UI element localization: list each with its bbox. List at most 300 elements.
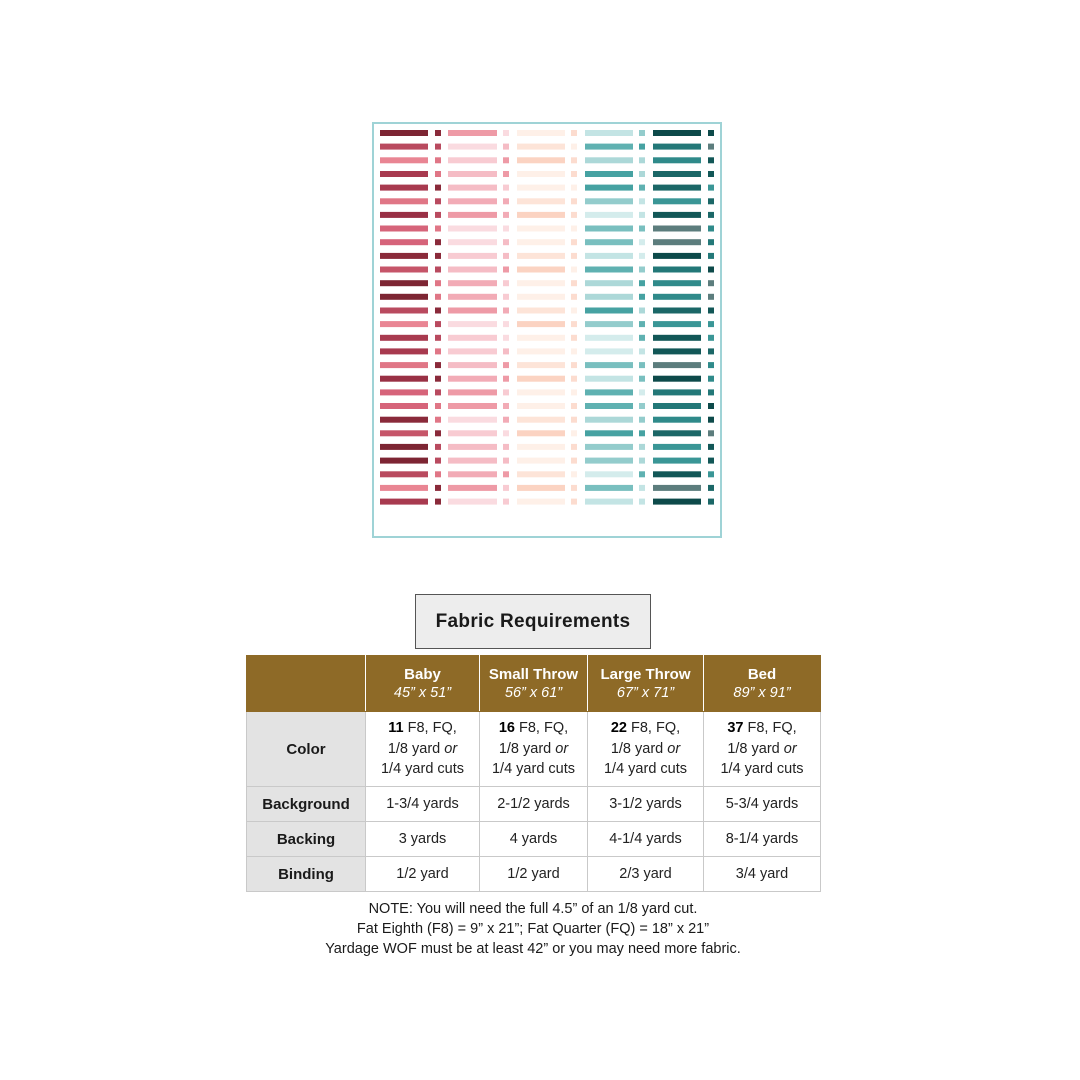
quilt-strip [517,444,565,450]
quilt-strip [448,444,497,450]
quilt-strip [448,430,497,436]
color-or: or [444,740,458,757]
quilt-square [503,144,509,150]
quilt-square [571,226,577,232]
quilt-strip [448,253,497,259]
color-or: or [555,740,569,757]
quilt-strip [380,294,428,300]
quilt-strip [448,376,497,382]
quilt-strip [380,376,428,382]
quilt-strip [517,362,565,368]
quilt-square [571,458,577,464]
color-count: 37 [727,720,744,737]
quilt-strip [585,362,633,368]
quilt-strip [517,294,565,300]
quilt-square [639,335,645,341]
quilt-strip [448,417,497,423]
quilt-strip [380,198,428,204]
quilt-strip [585,280,633,286]
quilt-strip [653,130,701,136]
quilt-strip [653,198,701,204]
quilt-strip [448,130,497,136]
quilt-strip [517,226,565,232]
quilt-square [639,253,645,259]
quilt-strips-graphic [374,124,720,536]
quilt-square [435,226,441,232]
header-empty-cell [247,656,366,712]
quilt-strip [585,348,633,354]
quilt-strip [380,485,428,491]
quilt-strip [585,157,633,163]
quilt-strip [585,267,633,273]
table-cell: 1-3/4 yards [366,787,480,822]
quilt-square [708,348,714,354]
quilt-strip [448,348,497,354]
quilt-square [639,471,645,477]
quilt-square [571,389,577,395]
quilt-strip [380,362,428,368]
color-line3: 1/4 yard cuts [603,761,687,778]
quilt-strip [653,376,701,382]
quilt-strip [517,499,565,505]
quilt-strip [585,430,633,436]
quilt-square [435,198,441,204]
quilt-square [435,308,441,314]
quilt-square [639,144,645,150]
table-row-color [247,712,821,787]
quilt-square [708,389,714,395]
quilt-square [503,403,509,409]
quilt-strip [448,198,497,204]
quilt-square [708,253,714,259]
quilt-strip [380,403,428,409]
quilt-square [571,239,577,245]
quilt-strip [380,212,428,218]
quilt-strip [380,185,428,191]
quilt-square [571,499,577,505]
quilt-strip [585,458,633,464]
quilt-square [435,389,441,395]
color-count: 22 [610,720,627,737]
quilt-strip [517,458,565,464]
quilt-strip [517,198,565,204]
quilt-square [435,212,441,218]
quilt-strip [448,389,497,395]
quilt-square [639,185,645,191]
quilt-square [708,362,714,368]
quilt-square [503,226,509,232]
quilt-square [503,362,509,368]
quilt-strip [517,335,565,341]
quilt-strip [653,226,701,232]
quilt-square [435,403,441,409]
color-cell-small-throw [480,712,588,787]
quilt-strip [653,185,701,191]
size-name: Bed [747,665,777,683]
quilt-strip [585,185,633,191]
quilt-square [571,267,577,273]
quilt-square [639,308,645,314]
quilt-square [503,444,509,450]
quilt-square [503,294,509,300]
quilt-square [503,130,509,136]
quilt-square [571,362,577,368]
quilt-strip [448,239,497,245]
row-label-binding: Binding [247,857,366,892]
quilt-square [708,499,714,505]
quilt-square [639,348,645,354]
quilt-square [435,499,441,505]
quilt-square [571,376,577,382]
quilt-strip [517,308,565,314]
quilt-strip [517,157,565,163]
quilt-strip [653,212,701,218]
quilt-square [639,226,645,232]
quilt-strip [653,239,701,245]
quilt-strip [517,185,565,191]
quilt-square [639,485,645,491]
quilt-square [503,335,509,341]
quilt-strip [448,280,497,286]
quilt-square [435,471,441,477]
quilt-square [708,294,714,300]
quilt-square [503,280,509,286]
quilt-square [571,294,577,300]
header-size-bed [704,656,821,712]
quilt-strip [448,267,497,273]
quilt-strip [653,403,701,409]
quilt-strip [653,430,701,436]
quilt-square [571,471,577,477]
quilt-square [503,389,509,395]
size-dimensions: 89” x 91” [733,684,791,701]
quilt-strip [448,226,497,232]
quilt-square [571,212,577,218]
quilt-square [435,280,441,286]
quilt-square [503,185,509,191]
quilt-square [708,185,714,191]
quilt-strip [380,253,428,259]
color-count: 11 [388,720,404,737]
quilt-strip [585,212,633,218]
quilt-strip [653,321,701,327]
quilt-square [639,430,645,436]
quilt-square [708,308,714,314]
note-line: NOTE: You will need the full 4.5” of an 1/8 yard cut. [368,901,698,917]
quilt-square [708,198,714,204]
quilt-square [708,321,714,327]
quilt-square [708,157,714,163]
quilt-square [435,130,441,136]
note-line: Fat Eighth (F8) = 9” x 21”; Fat Quarter (FQ) = 18” x 21” [356,921,710,937]
quilt-strip [517,376,565,382]
quilt-square [708,430,714,436]
quilt-strip [653,157,701,163]
quilt-square [571,185,577,191]
quilt-square [708,444,714,450]
quilt-strip [585,171,633,177]
quilt-strip [380,130,428,136]
color-cell-baby [366,712,480,787]
size-name: Small Throw [488,665,579,683]
color-cell-bed [704,712,821,787]
table-cell: 4 yards [480,822,588,857]
quilt-strip [585,239,633,245]
quilt-strip [517,253,565,259]
quilt-strip [653,471,701,477]
quilt-strip [380,389,428,395]
quilt-square [571,444,577,450]
quilt-strip [517,417,565,423]
color-line2: 1/8 yard [387,740,445,757]
note-line: Yardage WOF must be at least 42” or you may need more fabric. [325,941,741,957]
quilt-square [435,362,441,368]
quilt-square [435,376,441,382]
quilt-strip [380,226,428,232]
quilt-strip [380,430,428,436]
quilt-square [639,376,645,382]
quilt-strip [380,444,428,450]
color-line1: F8, FQ, [514,720,569,737]
quilt-strip [585,403,633,409]
quilt-square [571,280,577,286]
size-name: Baby [404,665,441,683]
quilt-square [708,471,714,477]
quilt-square [639,130,645,136]
quilt-square [571,144,577,150]
quilt-strip [448,471,497,477]
quilt-strip [585,485,633,491]
table-cell: 8-1/4 yards [704,822,821,857]
quilt-strip [517,389,565,395]
table-cell: 5-3/4 yards [704,787,821,822]
notes-block [246,899,820,959]
color-or: or [783,740,797,757]
quilt-strip [517,144,565,150]
quilt-strip [448,157,497,163]
quilt-square [571,130,577,136]
quilt-square [571,308,577,314]
quilt-strip [380,417,428,423]
table-cell: 3 yards [366,822,480,857]
quilt-strip [448,321,497,327]
quilt-square [571,157,577,163]
table-cell: 3/4 yard [704,857,821,892]
quilt-square [639,444,645,450]
quilt-strip [380,171,428,177]
quilt-square [639,499,645,505]
quilt-strip [585,389,633,395]
quilt-square [571,253,577,259]
color-count: 16 [498,720,515,737]
row-label-backing: Backing [247,822,366,857]
quilt-square [503,348,509,354]
color-cell-large-throw [588,712,704,787]
quilt-strip [653,280,701,286]
quilt-strip [448,185,497,191]
quilt-strip [517,212,565,218]
quilt-square [639,280,645,286]
quilt-square [708,144,714,150]
quilt-strip [653,417,701,423]
quilt-strip [653,362,701,368]
quilt-square [708,335,714,341]
quilt-square [435,157,441,163]
quilt-square [503,157,509,163]
size-dimensions: 67” x 71” [616,684,675,701]
quilt-square [435,267,441,273]
quilt-strip [653,389,701,395]
quilt-square [571,198,577,204]
quilt-square [639,458,645,464]
quilt-square [708,212,714,218]
quilt-strip [380,157,428,163]
quilt-square [503,499,509,505]
quilt-strip [380,348,428,354]
quilt-square [708,267,714,273]
quilt-square [503,458,509,464]
quilt-strip [653,144,701,150]
quilt-strip [653,485,701,491]
quilt-strip [653,458,701,464]
quilt-strip [448,458,497,464]
color-line3: 1/4 yard cuts [380,761,464,778]
color-line3: 1/4 yard cuts [720,761,804,778]
quilt-square [639,417,645,423]
quilt-square [503,471,509,477]
quilt-square [708,403,714,409]
quilt-strip [653,253,701,259]
quilt-square [503,417,509,423]
size-name: Large Throw [600,665,691,683]
quilt-square [571,417,577,423]
quilt-strip [517,267,565,273]
quilt-strip [585,321,633,327]
quilt-square [639,362,645,368]
quilt-strip [448,403,497,409]
fabric-requirements-table [246,655,821,892]
quilt-strip [380,267,428,273]
quilt-strip [653,171,701,177]
quilt-square [503,212,509,218]
quilt-strip [448,212,497,218]
quilt-square [639,389,645,395]
quilt-strip [448,171,497,177]
table-cell: 2-1/2 yards [480,787,588,822]
quilt-strip [448,144,497,150]
color-line3: 1/4 yard cuts [491,761,575,778]
quilt-strip [585,376,633,382]
quilt-square [503,376,509,382]
quilt-square [503,239,509,245]
quilt-square [708,130,714,136]
quilt-square [503,321,509,327]
quilt-strip [585,335,633,341]
quilt-square [639,198,645,204]
quilt-strip [448,308,497,314]
quilt-strip [585,253,633,259]
quilt-square [639,294,645,300]
quilt-strip [517,485,565,491]
quilt-square [435,239,441,245]
quilt-strip [585,294,633,300]
header-size-large-throw [588,656,704,712]
table-cell: 2/3 yard [588,857,704,892]
quilt-square [708,280,714,286]
quilt-square [708,171,714,177]
quilt-strip [517,348,565,354]
quilt-strip [585,444,633,450]
table-cell: 4-1/4 yards [588,822,704,857]
color-or: or [667,740,681,757]
fabric-requirements-title: Fabric Requirements [415,594,651,649]
quilt-square [435,348,441,354]
row-label-background: Background [247,787,366,822]
quilt-strip [380,239,428,245]
quilt-square [435,321,441,327]
quilt-square [571,321,577,327]
quilt-square [435,185,441,191]
quilt-square [503,171,509,177]
quilt-strip [517,321,565,327]
quilt-strip [380,471,428,477]
color-line2: 1/8 yard [610,740,668,757]
quilt-square [503,430,509,436]
quilt-strip [653,308,701,314]
quilt-strip [653,499,701,505]
quilt-strip [448,485,497,491]
quilt-strip [380,458,428,464]
row-label-color: Color [247,712,366,787]
quilt-square [435,335,441,341]
quilt-square [708,458,714,464]
quilt-square [503,485,509,491]
quilt-strip [585,226,633,232]
color-line2: 1/8 yard [498,740,556,757]
quilt-square [503,308,509,314]
quilt-strip [517,239,565,245]
quilt-square [435,294,441,300]
quilt-square [435,458,441,464]
quilt-strip [517,430,565,436]
quilt-square [639,212,645,218]
quilt-strip [517,280,565,286]
quilt-square [503,198,509,204]
quilt-strip [448,499,497,505]
table-cell: 1/2 yard [480,857,588,892]
header-size-small-throw [480,656,588,712]
quilt-strip [448,335,497,341]
quilt-square [639,403,645,409]
color-line1: F8, FQ, [626,720,681,737]
quilt-strip [380,335,428,341]
table-row-backing [247,822,821,857]
quilt-square [435,144,441,150]
quilt-square [708,376,714,382]
quilt-strip [653,267,701,273]
quilt-strip [585,198,633,204]
quilt-square [708,485,714,491]
quilt-square [503,253,509,259]
quilt-strip [448,362,497,368]
table-cell: 3-1/2 yards [588,787,704,822]
quilt-strip [380,499,428,505]
quilt-strip [585,144,633,150]
quilt-square [708,226,714,232]
quilt-square [435,253,441,259]
color-line1: F8, FQ, [403,720,457,737]
quilt-strip [517,171,565,177]
